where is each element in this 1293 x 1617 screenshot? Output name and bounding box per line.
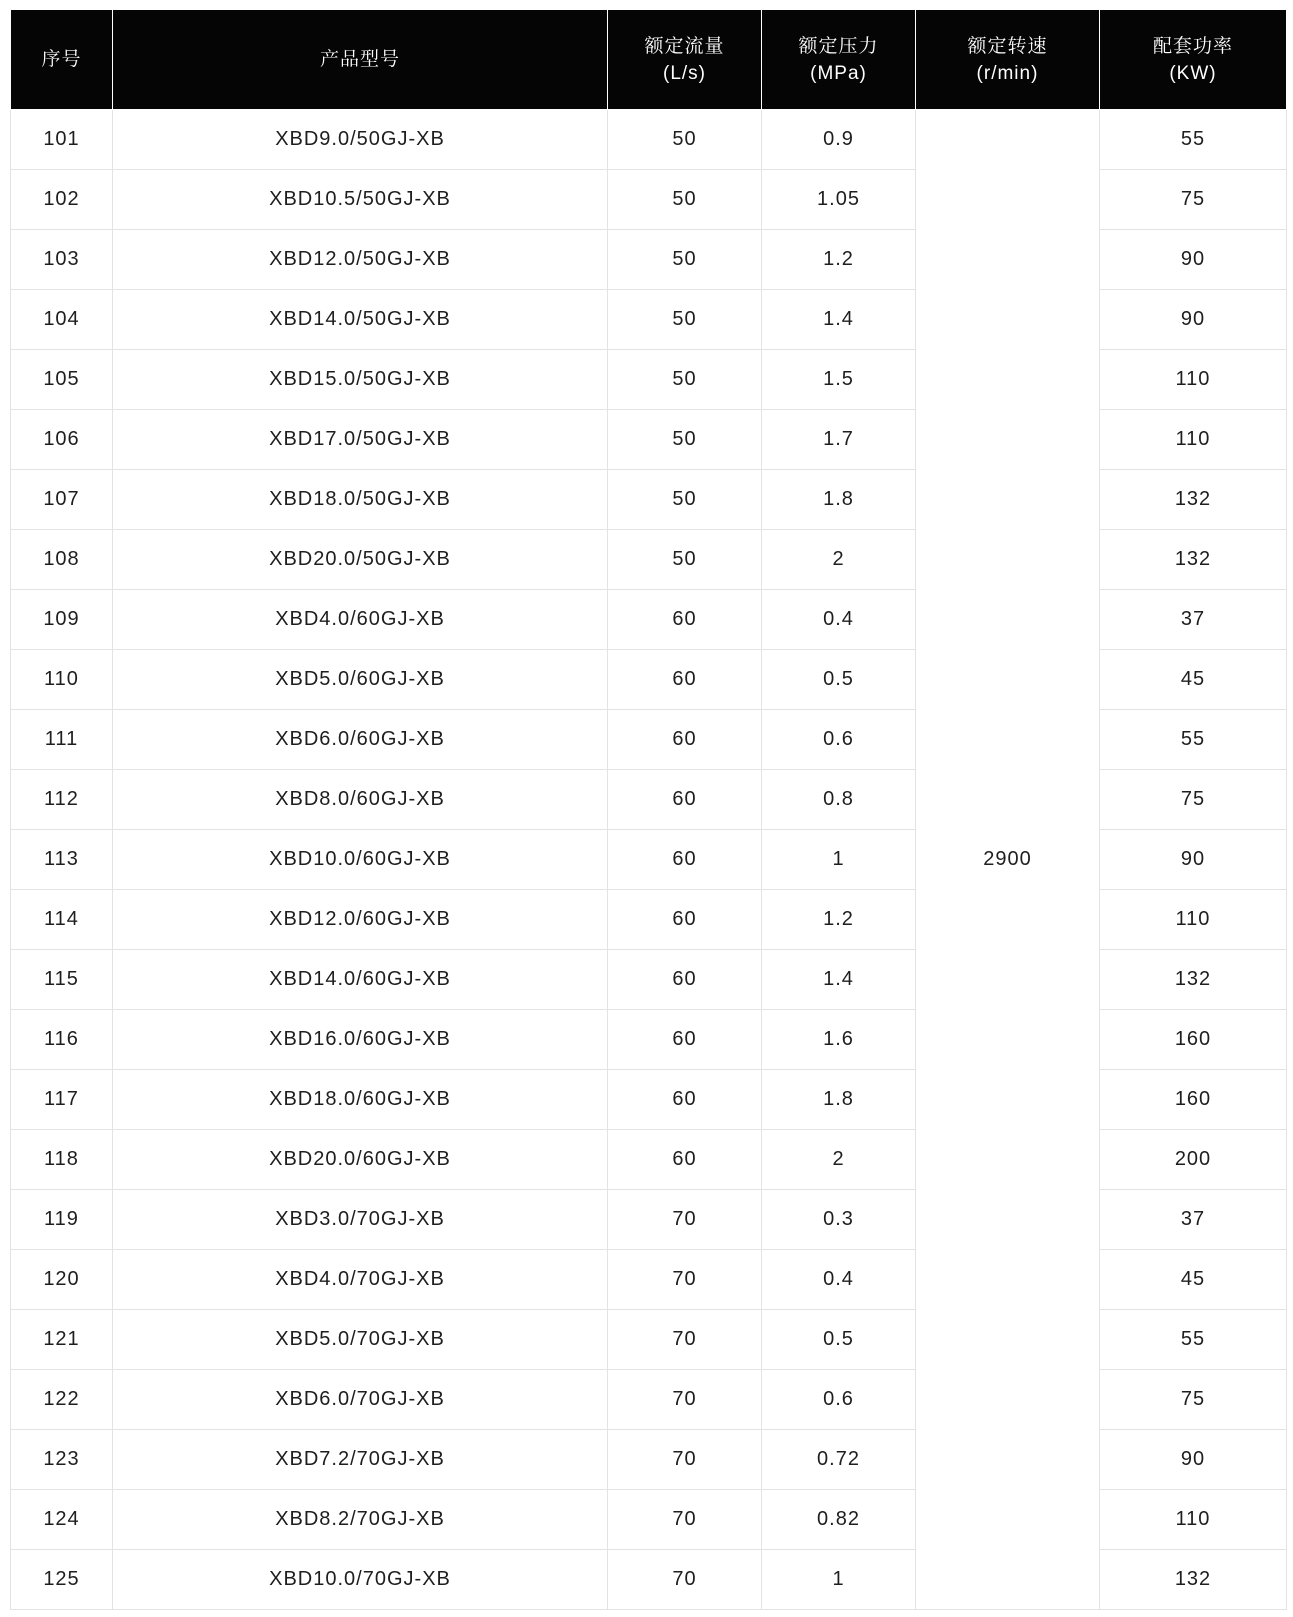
cell-rated-flow: 60 [608,890,762,950]
cell-rated-pressure: 2 [762,1130,916,1190]
cell-product-model: XBD4.0/60GJ-XB [113,590,608,650]
cell-product-model: XBD9.0/50GJ-XB [113,110,608,170]
cell-rated-pressure: 1.5 [762,350,916,410]
cell-rated-flow: 60 [608,1070,762,1130]
cell-matching-power: 160 [1100,1010,1287,1070]
cell-rated-flow: 70 [608,1430,762,1490]
cell-serial-number: 109 [11,590,113,650]
cell-rated-pressure: 0.6 [762,1370,916,1430]
cell-matching-power: 110 [1100,410,1287,470]
cell-rated-flow: 70 [608,1550,762,1610]
cell-rated-flow: 70 [608,1370,762,1430]
cell-serial-number: 121 [11,1310,113,1370]
cell-matching-power: 45 [1100,1250,1287,1310]
cell-rated-flow: 60 [608,590,762,650]
cell-rated-flow: 70 [608,1310,762,1370]
cell-product-model: XBD20.0/60GJ-XB [113,1130,608,1190]
cell-rated-flow: 50 [608,470,762,530]
cell-product-model: XBD10.0/60GJ-XB [113,830,608,890]
cell-product-model: XBD18.0/60GJ-XB [113,1070,608,1130]
cell-matching-power: 90 [1100,290,1287,350]
cell-serial-number: 112 [11,770,113,830]
header-rated-flow: 额定流量 (L/s) [608,10,762,110]
cell-serial-number: 103 [11,230,113,290]
cell-rated-pressure: 1.8 [762,1070,916,1130]
cell-rated-pressure: 0.72 [762,1430,916,1490]
cell-matching-power: 132 [1100,530,1287,590]
cell-product-model: XBD16.0/60GJ-XB [113,1010,608,1070]
cell-rated-flow: 60 [608,830,762,890]
cell-rated-flow: 70 [608,1190,762,1250]
cell-rated-flow: 50 [608,410,762,470]
cell-product-model: XBD18.0/50GJ-XB [113,470,608,530]
cell-rated-flow: 60 [608,770,762,830]
cell-rated-pressure: 0.5 [762,650,916,710]
cell-product-model: XBD12.0/60GJ-XB [113,890,608,950]
cell-serial-number: 114 [11,890,113,950]
cell-rated-pressure: 1.05 [762,170,916,230]
cell-matching-power: 110 [1100,1490,1287,1550]
cell-product-model: XBD14.0/50GJ-XB [113,290,608,350]
cell-serial-number: 115 [11,950,113,1010]
cell-product-model: XBD8.2/70GJ-XB [113,1490,608,1550]
cell-matching-power: 37 [1100,590,1287,650]
cell-matching-power: 200 [1100,1130,1287,1190]
cell-matching-power: 132 [1100,1550,1287,1610]
cell-serial-number: 120 [11,1250,113,1310]
cell-serial-number: 124 [11,1490,113,1550]
cell-rated-pressure: 1.6 [762,1010,916,1070]
cell-serial-number: 107 [11,470,113,530]
cell-rated-pressure: 0.3 [762,1190,916,1250]
cell-serial-number: 105 [11,350,113,410]
cell-serial-number: 125 [11,1550,113,1610]
cell-matching-power: 132 [1100,950,1287,1010]
cell-rated-flow: 50 [608,530,762,590]
cell-rated-pressure: 1 [762,830,916,890]
cell-rated-pressure: 1.8 [762,470,916,530]
cell-product-model: XBD5.0/60GJ-XB [113,650,608,710]
cell-rated-pressure: 0.6 [762,710,916,770]
product-spec-table-container [10,9,1286,1610]
table-body [11,110,1287,1610]
cell-rated-flow: 70 [608,1250,762,1310]
cell-matching-power: 37 [1100,1190,1287,1250]
cell-matching-power: 75 [1100,1370,1287,1430]
cell-serial-number: 113 [11,830,113,890]
header-rated-pressure: 额定压力 (MPa) [762,10,916,110]
cell-product-model: XBD12.0/50GJ-XB [113,230,608,290]
cell-matching-power: 160 [1100,1070,1287,1130]
cell-matching-power: 75 [1100,770,1287,830]
cell-matching-power: 132 [1100,470,1287,530]
cell-rated-pressure: 0.4 [762,590,916,650]
cell-rated-flow: 50 [608,170,762,230]
cell-product-model: XBD20.0/50GJ-XB [113,530,608,590]
cell-product-model: XBD3.0/70GJ-XB [113,1190,608,1250]
cell-product-model: XBD4.0/70GJ-XB [113,1250,608,1310]
cell-rated-pressure: 0.9 [762,110,916,170]
cell-rated-pressure: 1.4 [762,950,916,1010]
cell-product-model: XBD17.0/50GJ-XB [113,410,608,470]
cell-rated-pressure: 1 [762,1550,916,1610]
header-rated-speed: 额定转速 (r/min) [916,10,1100,110]
cell-product-model: XBD14.0/60GJ-XB [113,950,608,1010]
header-product-model: 产品型号 [113,10,608,110]
cell-product-model: XBD10.5/50GJ-XB [113,170,608,230]
cell-matching-power: 55 [1100,1310,1287,1370]
cell-serial-number: 102 [11,170,113,230]
cell-rated-flow: 60 [608,710,762,770]
cell-matching-power: 110 [1100,350,1287,410]
cell-serial-number: 110 [11,650,113,710]
cell-serial-number: 118 [11,1130,113,1190]
table-row [11,110,1287,170]
cell-rated-flow: 70 [608,1490,762,1550]
cell-product-model: XBD7.2/70GJ-XB [113,1430,608,1490]
cell-rated-pressure: 2 [762,530,916,590]
cell-matching-power: 90 [1100,230,1287,290]
cell-rated-flow: 60 [608,1130,762,1190]
cell-serial-number: 106 [11,410,113,470]
cell-rated-flow: 50 [608,350,762,410]
cell-serial-number: 122 [11,1370,113,1430]
cell-matching-power: 90 [1100,1430,1287,1490]
cell-matching-power: 90 [1100,830,1287,890]
cell-rated-pressure: 1.7 [762,410,916,470]
cell-serial-number: 101 [11,110,113,170]
cell-serial-number: 119 [11,1190,113,1250]
cell-serial-number: 108 [11,530,113,590]
cell-product-model: XBD8.0/60GJ-XB [113,770,608,830]
cell-rated-pressure: 0.4 [762,1250,916,1310]
cell-serial-number: 111 [11,710,113,770]
cell-matching-power: 75 [1100,170,1287,230]
header-matching-power: 配套功率 (KW) [1100,10,1287,110]
cell-matching-power: 55 [1100,110,1287,170]
cell-matching-power: 55 [1100,710,1287,770]
cell-product-model: XBD6.0/70GJ-XB [113,1370,608,1430]
cell-product-model: XBD5.0/70GJ-XB [113,1310,608,1370]
cell-rated-pressure: 1.2 [762,890,916,950]
cell-serial-number: 104 [11,290,113,350]
cell-serial-number: 117 [11,1070,113,1130]
cell-product-model: XBD10.0/70GJ-XB [113,1550,608,1610]
cell-rated-pressure: 1.2 [762,230,916,290]
cell-matching-power: 45 [1100,650,1287,710]
cell-serial-number: 123 [11,1430,113,1490]
cell-rated-flow: 60 [608,950,762,1010]
cell-rated-flow: 60 [608,1010,762,1070]
cell-matching-power: 110 [1100,890,1287,950]
cell-product-model: XBD15.0/50GJ-XB [113,350,608,410]
cell-rated-flow: 50 [608,230,762,290]
cell-rated-pressure: 0.5 [762,1310,916,1370]
cell-product-model: XBD6.0/60GJ-XB [113,710,608,770]
cell-rated-flow: 50 [608,110,762,170]
cell-rated-pressure: 0.82 [762,1490,916,1550]
cell-serial-number: 116 [11,1010,113,1070]
cell-rated-pressure: 1.4 [762,290,916,350]
product-spec-table [10,9,1287,1610]
cell-rated-flow: 60 [608,650,762,710]
table-header-row [11,10,1287,110]
header-serial-number: 序号 [11,10,113,110]
cell-rated-pressure: 0.8 [762,770,916,830]
cell-rated-speed-merged: 2900 [916,110,1100,1610]
cell-rated-flow: 50 [608,290,762,350]
